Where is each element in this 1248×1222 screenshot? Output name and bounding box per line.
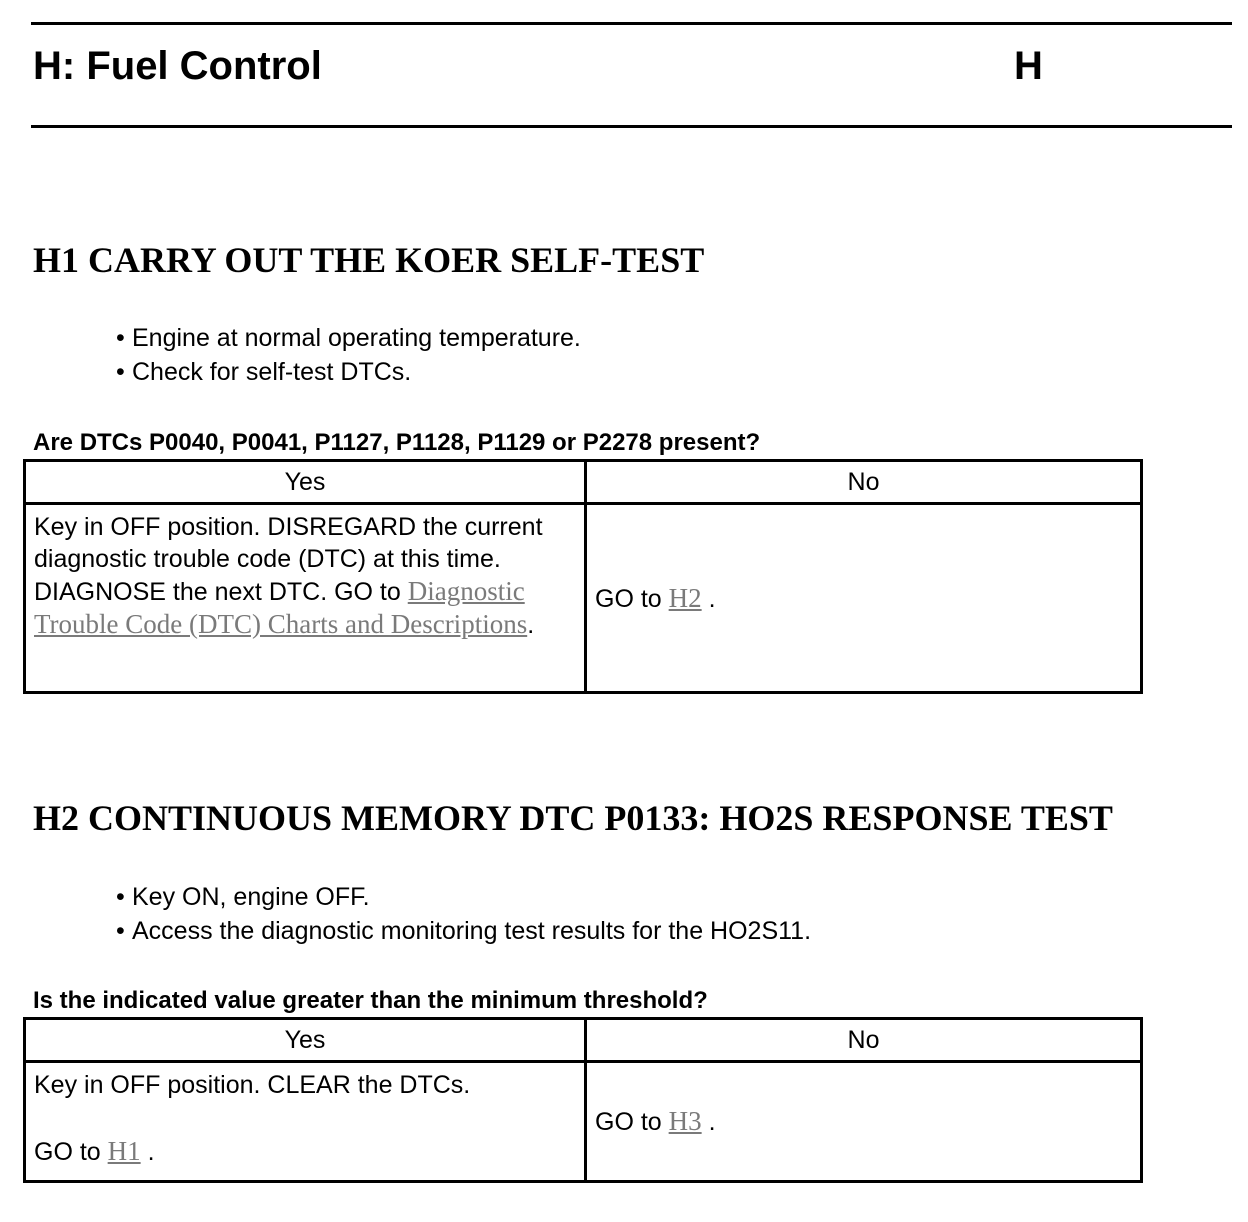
yes-cell: Key in OFF position. CLEAR the DTCs. GO to H1 .	[25, 1062, 586, 1182]
step-h1-table	[23, 459, 1143, 694]
goto-h2-link[interactable]: H2	[668, 582, 702, 613]
step-h1-title: H1 CARRY OUT THE KOER SELF-TEST	[33, 240, 705, 280]
yes-header: Yes	[25, 1019, 586, 1062]
section-letter: H	[1014, 44, 1043, 88]
step-h2-question: Is the indicated value greater than the minimum threshold?	[33, 987, 708, 1014]
step-h2-bullets	[116, 880, 811, 948]
bullet-icon: •	[116, 883, 125, 911]
bullet-item: • Access the diagnostic monitoring test results for the HO2S11.	[116, 914, 811, 948]
no-header: No	[586, 1019, 1142, 1062]
step-h2-table	[23, 1017, 1143, 1183]
no-cell: GO to H3 .	[586, 1062, 1142, 1182]
step-h2-title: H2 CONTINUOUS MEMORY DTC P0133: HO2S RESPONSE TEST	[33, 798, 1113, 838]
yes-cell: Key in OFF position. DISREGARD the current diagnostic trouble code (DTC) at this time. DIAGNOSE the next DTC. GO to Diagnostic Trouble Code (DTC) Charts and Descriptions.	[25, 504, 586, 693]
goto-h1-link[interactable]: H1	[107, 1136, 141, 1166]
section-title: H: Fuel Control	[33, 44, 322, 88]
dtc-charts-link[interactable]: Diagnostic Trouble Code (DTC) Charts and Descriptions	[34, 576, 528, 639]
bullet-item: • Key ON, engine OFF.	[116, 880, 811, 914]
step-h1-question: Are DTCs P0040, P0041, P1127, P1128, P1129 or P2278 present?	[33, 429, 761, 456]
goto-h3-link[interactable]: H3	[668, 1106, 702, 1136]
no-header: No	[586, 461, 1142, 504]
no-cell: GO to H2 .	[586, 504, 1142, 693]
header-rule	[31, 125, 1232, 128]
bullet-icon: •	[116, 358, 125, 386]
bullet-icon: •	[116, 324, 125, 352]
top-rule	[31, 22, 1232, 25]
step-h1-bullets	[116, 321, 581, 389]
bullet-icon: •	[116, 917, 125, 945]
bullet-item: • Engine at normal operating temperature.	[116, 321, 581, 355]
bullet-item: • Check for self-test DTCs.	[116, 355, 581, 389]
yes-header: Yes	[25, 461, 586, 504]
